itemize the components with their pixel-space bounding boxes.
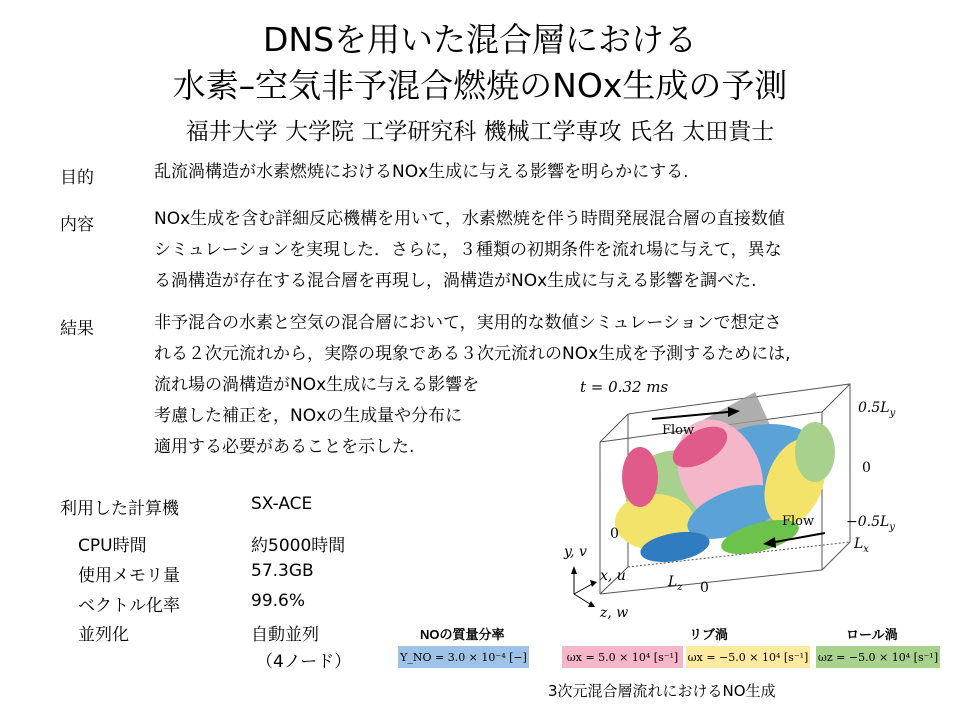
- axis-z-label: z, w: [600, 605, 629, 621]
- parallel-note: （4ノード）: [256, 652, 352, 672]
- legend-rib-negative-box: ωx = −5.0 × 10⁴ [s⁻¹]: [686, 646, 810, 668]
- vectorization-label: ベクトル化率: [78, 596, 180, 616]
- title-line-1: DNSを用いた混合層における: [262, 20, 698, 59]
- computer-label: 利用した計算機: [60, 499, 179, 519]
- vectorization-value: 99.6%: [251, 591, 306, 611]
- time-label: t = 0.32 ms: [580, 378, 669, 396]
- result-label: 結果: [60, 319, 94, 339]
- z-tick-zero: 0: [700, 580, 709, 596]
- legend-rib-title: リブ渦: [689, 627, 729, 642]
- axis-x-label: x, u: [600, 568, 626, 584]
- cpu-time-value: 約5000時間: [251, 536, 346, 556]
- memory-label: 使用メモリ量: [78, 566, 180, 586]
- vortex-structures: [615, 405, 837, 567]
- parallel-value: 自動並列: [251, 625, 319, 645]
- content-label: 内容: [60, 215, 94, 235]
- computer-value: SX-ACE: [251, 494, 313, 514]
- title-line-2: 水素–空気非予混合燃焼のNOx生成の予測: [172, 66, 788, 105]
- result-line: れる２次元流れから，実際の現象である３次元流れのNOx生成を予測するためには,: [154, 344, 791, 364]
- axis-y-label: y, v: [564, 544, 587, 560]
- purpose-text: [154, 157, 689, 188]
- legend-roll-title: ロール渦: [846, 627, 898, 642]
- triad-y-arrow: [571, 566, 577, 574]
- y-tick-mid: 0: [862, 460, 871, 476]
- memory-value: 57.3GB: [251, 561, 314, 581]
- content-text: [154, 204, 785, 297]
- result-line: 考慮した補正を，NOxの生成量や分布に: [154, 406, 463, 426]
- triad-x-arrow: [590, 580, 597, 587]
- x-tick-zero: 0: [610, 526, 619, 542]
- author-affiliation: 福井大学 大学院 工学研究科 機械工学専攻 氏名 太田貴士: [185, 119, 775, 145]
- y-tick-bottom: $-0.5L_y$: [846, 514, 895, 533]
- flow-label-top: Flow: [662, 423, 695, 438]
- purpose-label: 目的: [60, 168, 94, 188]
- legend-roll-box: ωz = −5.0 × 10⁴ [s⁻¹]: [816, 646, 940, 668]
- content-line: シミュレーションを実現した．さらに，３種類の初期条件を流れ場に与えて，異な: [154, 240, 782, 260]
- legend-no-title: NOの質量分率: [420, 627, 505, 642]
- flow-label-bottom: Flow: [782, 514, 815, 529]
- y-tick-top: $0.5L_y$: [858, 400, 896, 419]
- x-tick-end: $L_x$: [854, 536, 869, 555]
- result-line: 非予混合の水素と空気の混合層において，実用的な数値シミュレーションで想定さ: [154, 313, 782, 333]
- result-line: 流れ場の渦構造がNOx生成に与える影響を: [154, 375, 480, 395]
- figure-caption: 3次元混合層流れにおけるNO生成: [548, 682, 776, 700]
- result-line: 適用する必要があることを示した.: [154, 437, 415, 457]
- coordinate-triad: [574, 572, 592, 604]
- purpose-line: 乱流渦構造が水素燃焼におけるNOx生成に与える影響を明らかにする.: [154, 162, 689, 182]
- mixing-layer-figure: [560, 372, 940, 622]
- cpu-time-label: CPU時間: [78, 536, 147, 556]
- legend-no-box: Y_NO = 3.0 × 10⁻⁴ [−]: [398, 646, 529, 668]
- legend-rib-positive-box: ωx = 5.0 × 10⁴ [s⁻¹]: [562, 646, 683, 668]
- content-line: る渦構造が存在する混合層を再現し，渦構造がNOx生成に与える影響を調べた.: [154, 271, 757, 291]
- triad-z-arrow: [588, 601, 595, 607]
- z-tick-end: $L_z$: [668, 574, 683, 593]
- content-line: NOx生成を含む詳細反応機構を用いて，水素燃焼を伴う時間発展混合層の直接数値: [154, 209, 785, 229]
- parallel-label: 並列化: [78, 625, 129, 645]
